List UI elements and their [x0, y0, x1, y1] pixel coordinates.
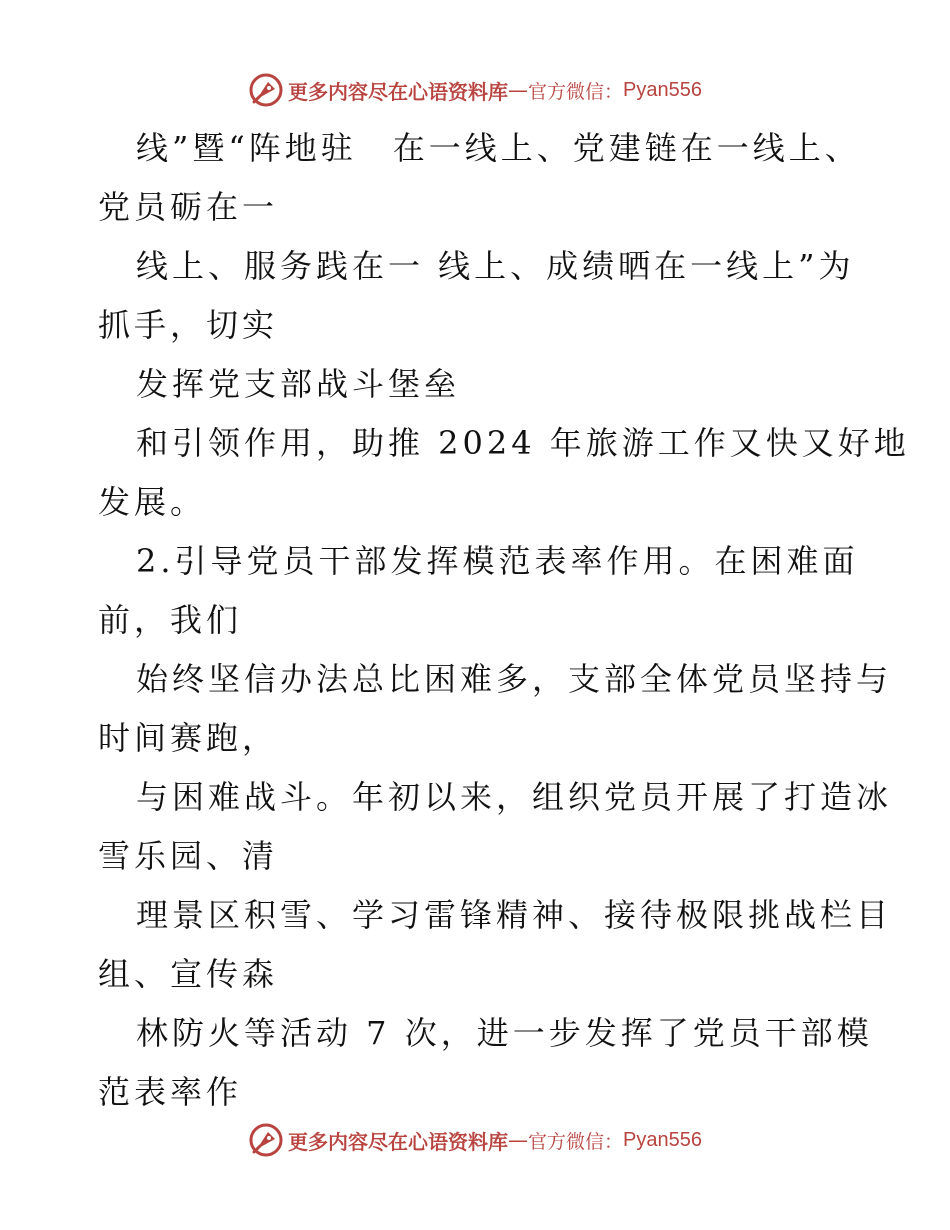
text-line-3: 线上、服务践在一 线上、成绩晒在一线上”为 — [136, 247, 855, 285]
text-line-5: 发挥党支部战斗堡垒 — [136, 365, 461, 403]
text-line-1: 线”暨“阵地驻 在一线上、党建链在一线上、 — [136, 129, 861, 167]
text-line-17: 范表率作 — [98, 1073, 243, 1111]
header-wechat-id: Pyan556 — [623, 78, 702, 101]
footer-wechat-label: 官方微信： — [528, 1130, 624, 1153]
footer-dash: — — [508, 1128, 528, 1152]
footer-wechat-id: Pyan556 — [623, 1128, 702, 1151]
text-line-13: 雪乐园、清 — [98, 837, 279, 875]
text-line-16: 林防火等活动 7 次，进一步发挥了党员干部模 — [136, 1014, 873, 1052]
text-line-10: 始终坚信办法总比困难多，支部全体党员坚持与 — [136, 660, 893, 698]
header-site-name: 更多内容尽在心语资料库 — [288, 79, 508, 104]
text-line-4: 抓手，切实 — [98, 306, 279, 344]
text-line-9: 前，我们 — [98, 601, 243, 639]
footer-banner — [0, 1120, 950, 1160]
footer-site-name: 更多内容尽在心语资料库 — [288, 1129, 508, 1154]
text-line-11: 时间赛跑， — [98, 719, 279, 757]
text-line-7: 发展。 — [98, 483, 207, 521]
text-line-14: 理景区积雪、学习雷锋精神、接待极限挑战栏目 — [136, 896, 893, 934]
text-line-12: 与困难战斗。年初以来，组织党员开展了打造冰 — [136, 778, 893, 816]
header-wechat-label: 官方微信： — [528, 80, 624, 103]
text-line-2: 党员砺在一 — [98, 188, 279, 226]
text-line-15: 组、宣传森 — [98, 955, 279, 993]
pen-nib-circle-icon — [248, 1122, 284, 1158]
text-line-8: 2.引导党员干部发挥模范表率作用。在困难面 — [136, 542, 859, 580]
text-line-6: 和引领作用，助推 2024 年旅游工作又快又好地 — [136, 424, 910, 462]
header-dash: — — [508, 78, 528, 102]
